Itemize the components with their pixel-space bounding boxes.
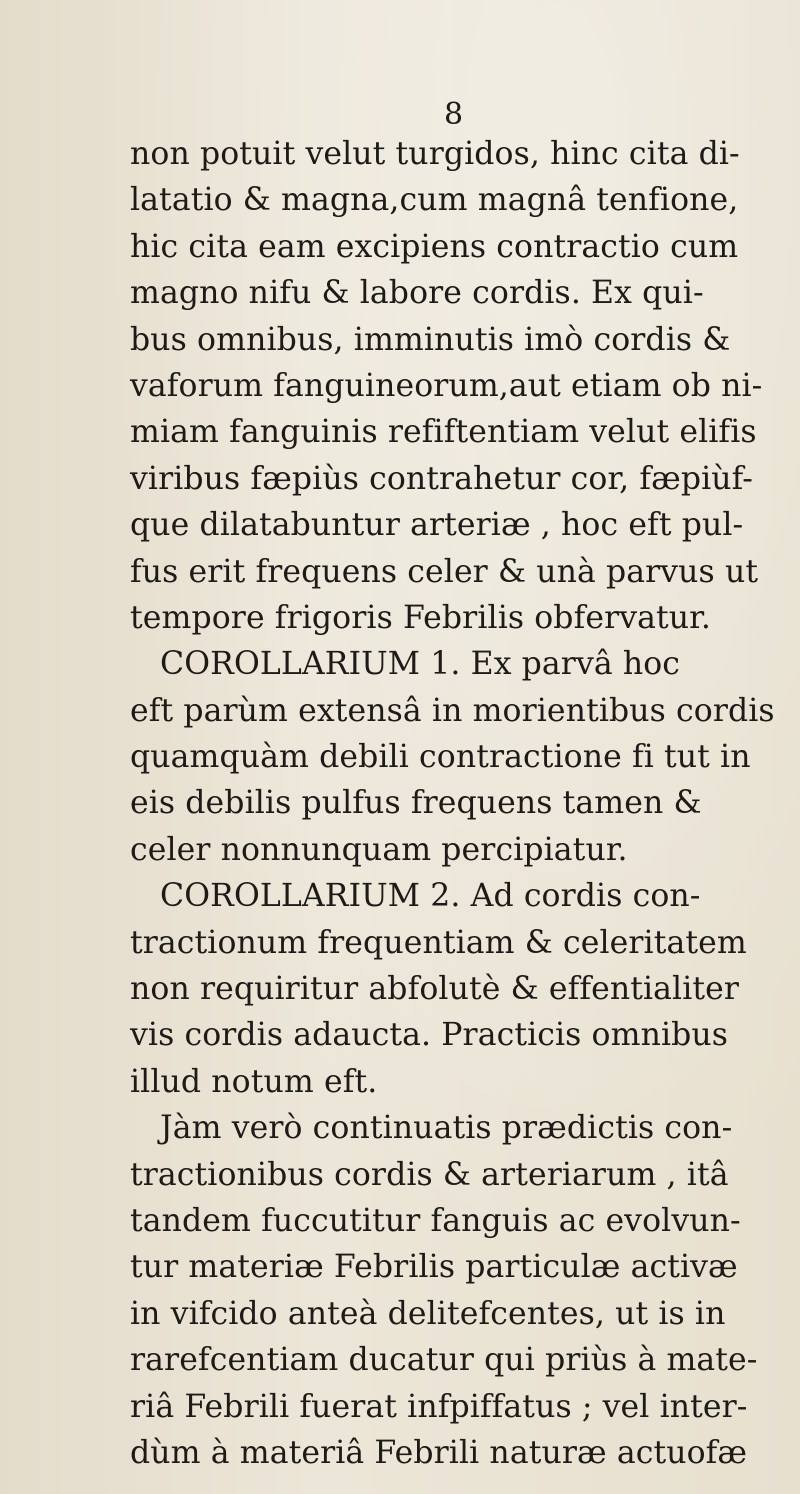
text-line: tandem fuccutitur fanguis ac evolvun- (130, 1202, 741, 1239)
text-line: riâ Febrili fuerat infpiffatus ; vel inter- (130, 1388, 748, 1425)
corollarium-heading-1: COROLLARIUM 1. Ex parvâ hoc (160, 646, 681, 683)
paragraph-start-line: Jàm verò continuatis prædictis con- (160, 1110, 733, 1147)
text-line: bus omnibus, imminutis imò cordis & (130, 321, 731, 358)
text-line: tractionibus cordis & arteriarum , itâ (130, 1156, 729, 1193)
text-line: eis debilis pulfus frequens tamen & (130, 785, 702, 822)
text-line: in vifcido anteà delitefcentes, ut is in (130, 1295, 726, 1332)
text-line: latatio & magna,cum magnâ tenfione, (130, 182, 739, 219)
text-line: illud notum eft. (130, 1063, 378, 1100)
text-line: eft parùm extensâ in morientibus cordis (130, 692, 775, 729)
text-line: miam fanguinis refiftentiam velut elifis (130, 414, 757, 451)
text-line: vis cordis adaucta. Practicis omnibus (130, 1017, 729, 1054)
text-line: tractionum frequentiam & celeritatem (130, 924, 747, 961)
corollarium-heading-2: COROLLARIUM 2. Ad cordis con- (160, 878, 701, 915)
text-line: fus erit frequens celer & unà parvus ut (130, 553, 759, 590)
text-line: viribus fæpiùs contrahetur cor, fæpiùf- (130, 460, 754, 497)
text-line: celer nonnunquam percipiatur. (130, 831, 628, 868)
text-line: hic cita eam excipiens contractio cum (130, 228, 739, 265)
text-line: dùm à materiâ Febrili naturæ actuofæ (130, 1434, 748, 1471)
text-line: que dilatabuntur arteriæ , hoc eft pul- (130, 507, 744, 544)
text-line: tur materiæ Febrilis particulæ activæ (130, 1249, 738, 1286)
text-line: non requiritur abfolutè & effentialiter (130, 971, 740, 1008)
text-line: magno nifu & labore cordis. Ex qui- (130, 275, 704, 312)
body-text (130, 131, 794, 1476)
text-line: quamquàm debili contractione fi tut in (130, 739, 751, 776)
text-line: vaforum fanguineorum,aut etiam ob ni- (130, 367, 763, 404)
text-line: tempore frigoris Febrilis obfervatur. (130, 599, 711, 636)
text-line: non potuit velut turgidos, hinc cita di- (130, 136, 740, 172)
page-number: 8 (444, 97, 464, 132)
text-line: rarefcentiam ducatur qui priùs à mate- (130, 1342, 758, 1379)
